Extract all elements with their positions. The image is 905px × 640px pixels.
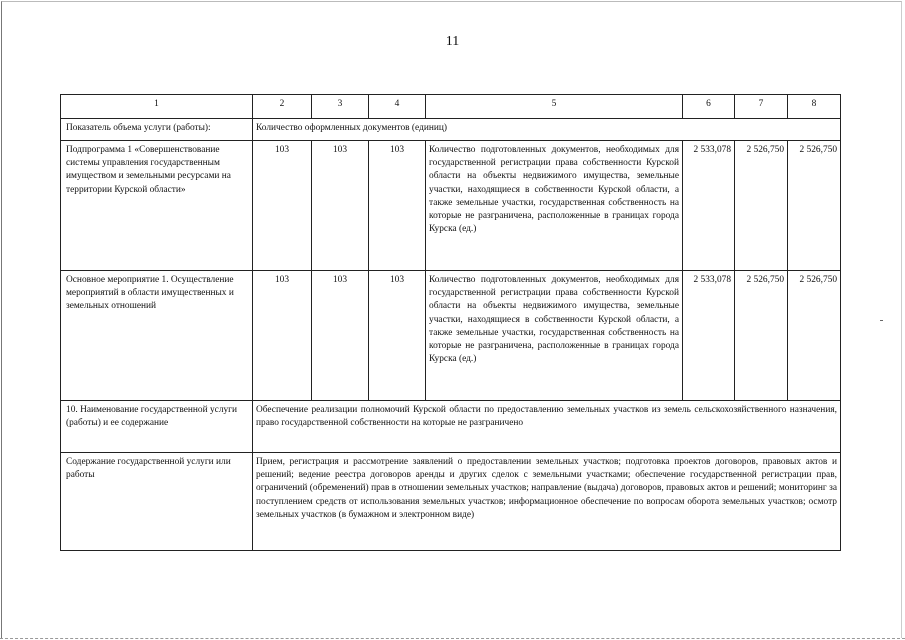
value-cell: 103: [253, 271, 312, 401]
header-cell: 7: [735, 95, 788, 119]
service-name-value: Обеспечение реализации полномочий Курской области по предоставлению земельных участков из земель сельскохозяйственного назначения, право государственной собственности на которые не разграничено: [253, 401, 841, 453]
header-row: [61, 95, 841, 119]
scan-speck: [880, 320, 883, 321]
value-cell: 103: [369, 141, 426, 271]
value-cell: 103: [369, 271, 426, 401]
value-cell: 103: [253, 141, 312, 271]
row-name: Подпрограмма 1 «Совершенствование системы управления государственным имуществом и земельными ресурсами на территории Курской области»: [61, 141, 253, 271]
service-name-row: [61, 401, 841, 453]
header-cell: 2: [253, 95, 312, 119]
header-cell: 1: [61, 95, 253, 119]
row-description: Количество подготовленных документов, необходимых для государственной регистрации права собственности Курской области на объекты недвижимого имущества, земельные участки, находящиеся в собственности Курской области, а также земельные участки, государственная собственность на которые не разграничена, расположенные в границах города Курска (ед.): [426, 271, 683, 401]
service-content-row: [61, 453, 841, 551]
value-cell: 2 533,078: [683, 271, 735, 401]
service-content-value: Прием, регистрация и рассмотрение заявлений о предоставлении земельных участков; подготовка проектов договоров, правовых актов и решений; ведение реестра договоров аренды и других сделок с земельными участками; обеспечение государственной регистрации прав, ограничений (обременений) прав в отношении земельных участков; направление (выдача) договоров, правовых актов и решений; мониторинг за поступлением средств от использования земельных участков; информационное обеспечение по вопросам оборота земельных участков; осмотр земельных участков (в бумажном и электронном виде): [253, 453, 841, 551]
data-table: [60, 94, 841, 551]
header-cell: 3: [312, 95, 369, 119]
table-row: [61, 141, 841, 271]
header-cell: 6: [683, 95, 735, 119]
value-cell: 2 526,750: [735, 271, 788, 401]
row-name: Основное мероприятие 1. Осуществление мероприятий в области имущественных и земельных отношений: [61, 271, 253, 401]
value-cell: 2 533,078: [683, 141, 735, 271]
value-cell: 103: [312, 141, 369, 271]
service-content-label: Содержание государственной услуги или работы: [61, 453, 253, 551]
value-cell: 2 526,750: [788, 141, 841, 271]
service-name-label: 10. Наименование государственной услуги (работы) и ее содержание: [61, 401, 253, 453]
value-cell: 2 526,750: [735, 141, 788, 271]
page-number: 11: [445, 34, 460, 49]
indicator-value: Количество оформленных документов (единиц): [253, 119, 841, 141]
header-cell: 4: [369, 95, 426, 119]
value-cell: 2 526,750: [788, 271, 841, 401]
indicator-row: [61, 119, 841, 141]
table-row: [61, 271, 841, 401]
value-cell: 103: [312, 271, 369, 401]
row-description: Количество подготовленных документов, необходимых для государственной регистрации права собственности Курской области на объекты недвижимого имущества, земельные участки, находящиеся в собственности Курской области, а также земельные участки, государственная собственность на которые не разграничена, расположенные в границах города Курска (ед.): [426, 141, 683, 271]
indicator-label: Показатель объема услуги (работы):: [61, 119, 253, 141]
header-cell: 5: [426, 95, 683, 119]
header-cell: 8: [788, 95, 841, 119]
